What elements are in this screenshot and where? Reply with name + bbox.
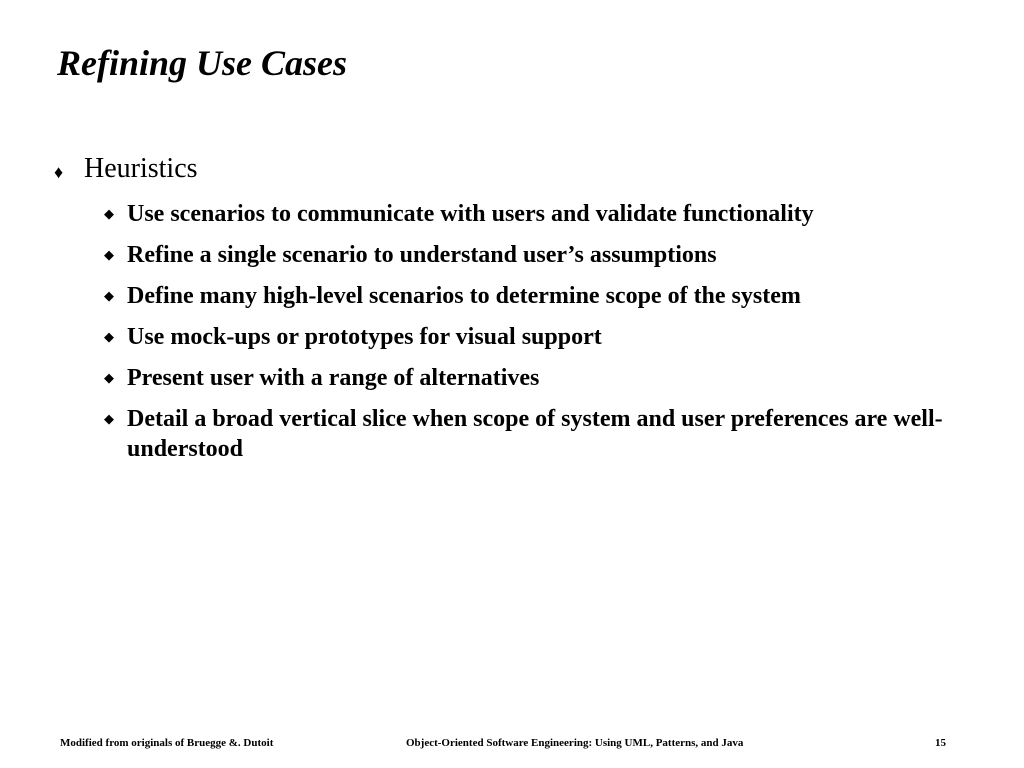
diamond-bullet-icon: ◆ — [104, 329, 114, 344]
heuristics-heading: Heuristics — [84, 153, 198, 184]
list-item — [104, 281, 992, 311]
list-item — [104, 240, 992, 270]
diamond-bullet-icon: ◆ — [104, 411, 114, 426]
heuristics-list — [52, 199, 992, 464]
diamond-bullet-icon: ◆ — [104, 206, 114, 221]
list-item-text: Use scenarios to communicate with users and validate functionality — [127, 201, 814, 227]
list-item — [104, 322, 992, 352]
list-item-text: Use mock-ups or prototypes for visual support — [127, 324, 602, 350]
list-item-text: Refine a single scenario to understand user’s assumptions — [127, 242, 717, 268]
diamond-bullet-icon: ◆ — [104, 288, 114, 303]
heading-bullet-row — [52, 150, 992, 191]
list-item — [104, 363, 992, 393]
list-item — [104, 199, 992, 229]
footer-course-title: Object-Oriented Software Engineering: Using UML, Patterns, and Java — [406, 737, 744, 749]
slide-title: Refining Use Cases — [57, 43, 348, 83]
list-item-text: Detail a broad vertical slice when scope of system and user preferences are well-understood — [127, 406, 943, 462]
bullet-list — [52, 150, 992, 475]
footer-credit: Modified from originals of Bruegge &. Dutoit — [60, 737, 274, 749]
list-item — [104, 404, 992, 464]
diamond-bullet-icon: ◆ — [104, 247, 114, 262]
diamond-bullet-icon: ♦ — [54, 162, 64, 182]
page-number: 15 — [935, 737, 946, 749]
list-item-text: Present user with a range of alternatives — [127, 365, 540, 391]
list-item-text: Define many high-level scenarios to determine scope of the system — [127, 283, 801, 309]
diamond-bullet-icon: ◆ — [104, 370, 114, 385]
